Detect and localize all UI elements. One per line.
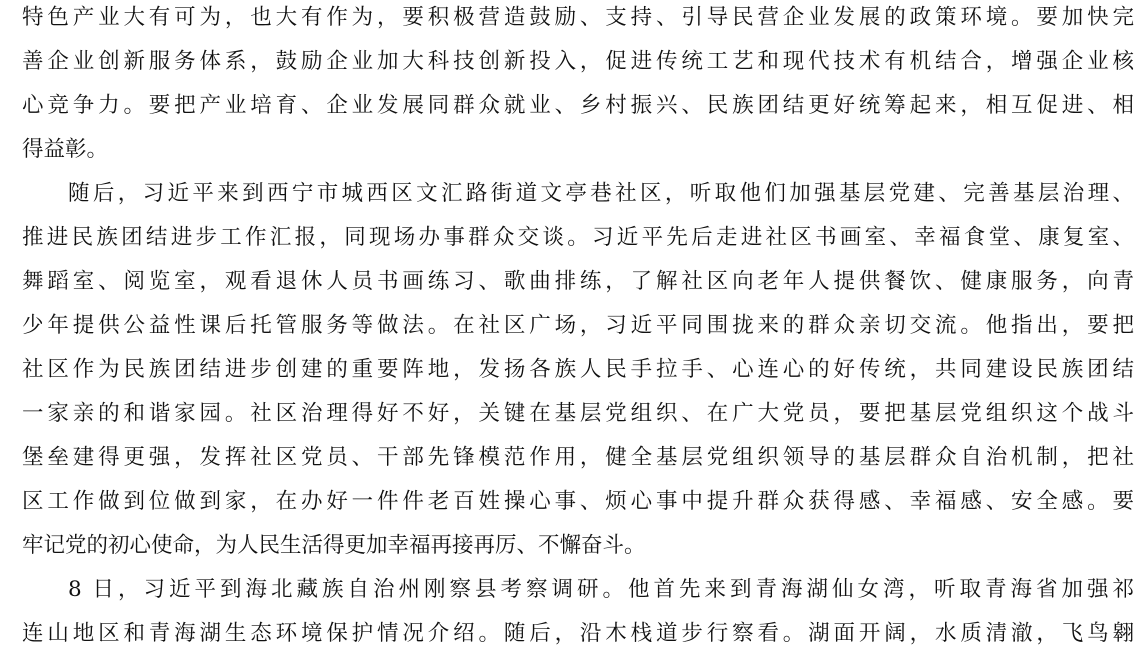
text-line: 堡垒建得更强，发挥社区党员、干部先锋模范作用，健全基层党组织领导的基层群众自治机制，把社: [22, 445, 1134, 470]
paragraph-2: [22, 172, 1134, 568]
text-line: 连山地区和青海湖生态环境保护情况介绍。随后，沿木栈道步行察看。湖面开阔，水质清澈，飞鸟翱: [22, 621, 1134, 646]
text-line: 推进民族团结进步工作汇报，同现场办事群众交谈。习近平先后走进社区书画室、幸福食堂、康复室、: [22, 225, 1134, 250]
text-line: 舞蹈室、阅览室，观看退休人员书画练习、歌曲排练，了解社区向老年人提供餐饮、健康服务，向青: [22, 269, 1134, 294]
text-line: 社区作为民族团结进步创建的重要阵地，发扬各族人民手拉手、心连心的好传统，共同建设民族团结: [22, 357, 1134, 382]
text-line: 得益彰。: [22, 137, 109, 162]
paragraph-3: [22, 568, 1134, 656]
text-line: 牢记党的初心使命，为人民生活得更加幸福再接再厉、不懈奋斗。: [22, 533, 646, 558]
text-line: 少年提供公益性课后托管服务等做法。在社区广场，习近平同围拢来的群众亲切交流。他指出，要把: [22, 313, 1134, 338]
document-body: [22, 0, 1134, 656]
text-line: 区工作做到位做到家，在办好一件件老百姓操心事、烦心事中提升群众获得感、幸福感、安全感。要: [22, 489, 1134, 514]
text-line: 善企业创新服务体系，鼓励企业加大科技创新投入，促进传统工艺和现代技术有机结合，增强企业核: [22, 49, 1134, 74]
text-line: 心竞争力。要把产业培育、企业发展同群众就业、乡村振兴、民族团结更好统筹起来，相互促进、相: [22, 93, 1134, 118]
text-line: 特色产业大有可为，也大有作为，要积极营造鼓励、支持、引导民营企业发展的政策环境。要加快完: [22, 5, 1134, 30]
text-line: 8 日，习近平到海北藏族自治州刚察县考察调研。他首先来到青海湖仙女湾，听取青海省加强祁: [68, 577, 1134, 602]
text-line: 一家亲的和谐家园。社区治理得好不好，关键在基层党组织、在广大党员，要把基层党组织这个战斗: [22, 401, 1134, 426]
text-line: 随后，习近平来到西宁市城西区文汇路街道文亭巷社区，听取他们加强基层党建、完善基层治理、: [68, 181, 1134, 206]
paragraph-1: [22, 0, 1134, 172]
